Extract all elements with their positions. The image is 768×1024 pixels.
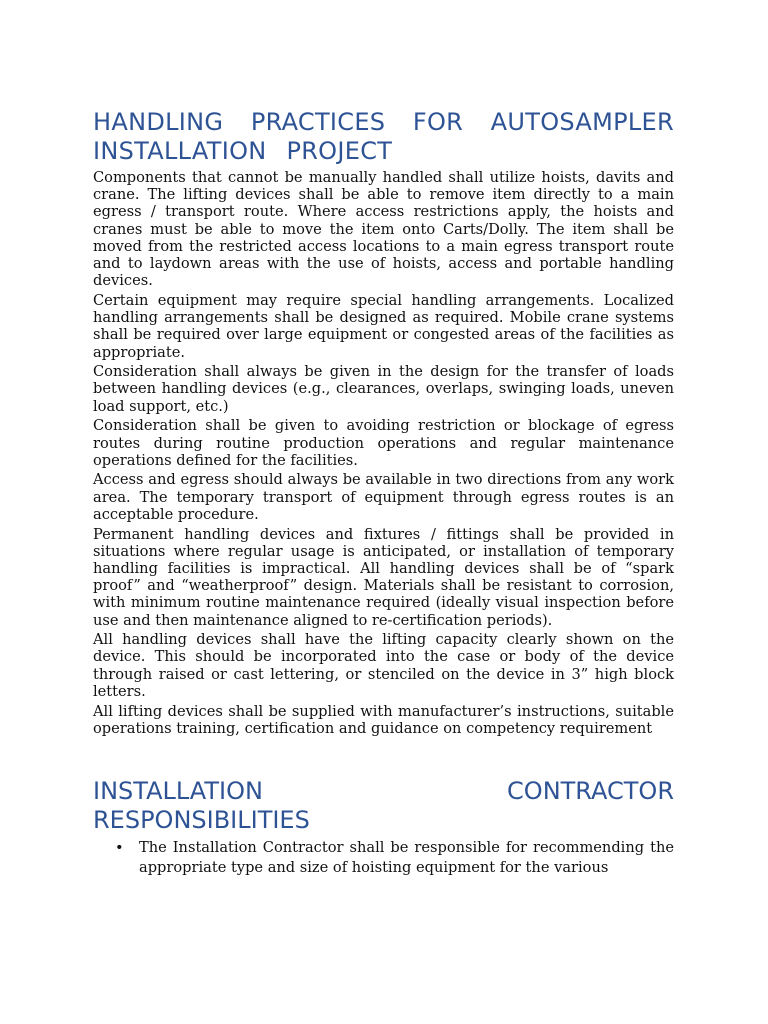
paragraph-permanent-devices: Permanent handling devices and fixtures / fittings shall be provided in situations where regular usage is anticipated, or installation of temporary handling facilities is impractical. All handling devices shall be of “spark proof” and “weatherproof” design. Materials shall be resistant to corrosion, with minimum routine maintenance required (ideally visual inspection before use and then maintenance aligned to re-certification periods).: [93, 525, 674, 629]
responsibilities-list: [93, 838, 674, 877]
paragraph-manual-handling: Components that cannot be manually handled shall utilize hoists, davits and crane. The lifting devices shall be able to remove item directly to a main egress / transport route. Where access restrictions apply, the hoists and cranes must be able to move the item onto Carts/Dolly. The item shall be moved from the restricted access locations to a main egress transport route and to laydown areas with the use of hoists, access and portable handling devices.: [93, 169, 674, 290]
paragraph-load-transfer: Consideration shall always be given in the design for the transfer of loads between handling devices (e.g., clearances, overlaps, swinging loads, uneven load support, etc.): [93, 363, 674, 415]
document-page: [93, 108, 674, 877]
paragraph-manufacturer-instructions: All lifting devices shall be supplied with manufacturer’s instructions, suitable operations training, certification and guidance on competency requirement: [93, 702, 674, 737]
title-word-responsibilities: RESPONSIBILITIES: [93, 806, 310, 834]
bullet-icon: •: [115, 839, 124, 856]
section-title-handling-practices: HANDLING PRACTICES FOR AUTOSAMPLER INSTALLATION PROJECT: [93, 108, 674, 165]
title-word-contractor: CONTRACTOR: [507, 777, 674, 805]
section-title-contractor-responsibilities: [93, 777, 674, 835]
paragraph-special-handling: Certain equipment may require special handling arrangements. Localized handling arrangements shall be designed as required. Mobile crane systems shall be required over large equipment or congested areas of the facilities as appropriate.: [93, 291, 674, 361]
list-item: [93, 838, 674, 877]
paragraph-egress-blockage: Consideration shall be given to avoiding restriction or blockage of egress routes during routine production operations and regular maintenance operations defined for the facilities.: [93, 417, 674, 469]
title-word-installation: INSTALLATION: [93, 777, 263, 805]
title-row: [93, 777, 674, 806]
paragraph-access-egress: Access and egress should always be available in two directions from any work area. The temporary transport of equipment through egress routes is an acceptable procedure.: [93, 471, 674, 523]
paragraph-lifting-capacity: All handling devices shall have the lifting capacity clearly shown on the device. This should be incorporated into the case or body of the device through raised or cast lettering, or stenciled on the device in 3” high block letters.: [93, 631, 674, 700]
list-item-text: The Installation Contractor shall be responsible for recommending the appropriate type and size of hoisting equipment for the various: [139, 839, 674, 876]
